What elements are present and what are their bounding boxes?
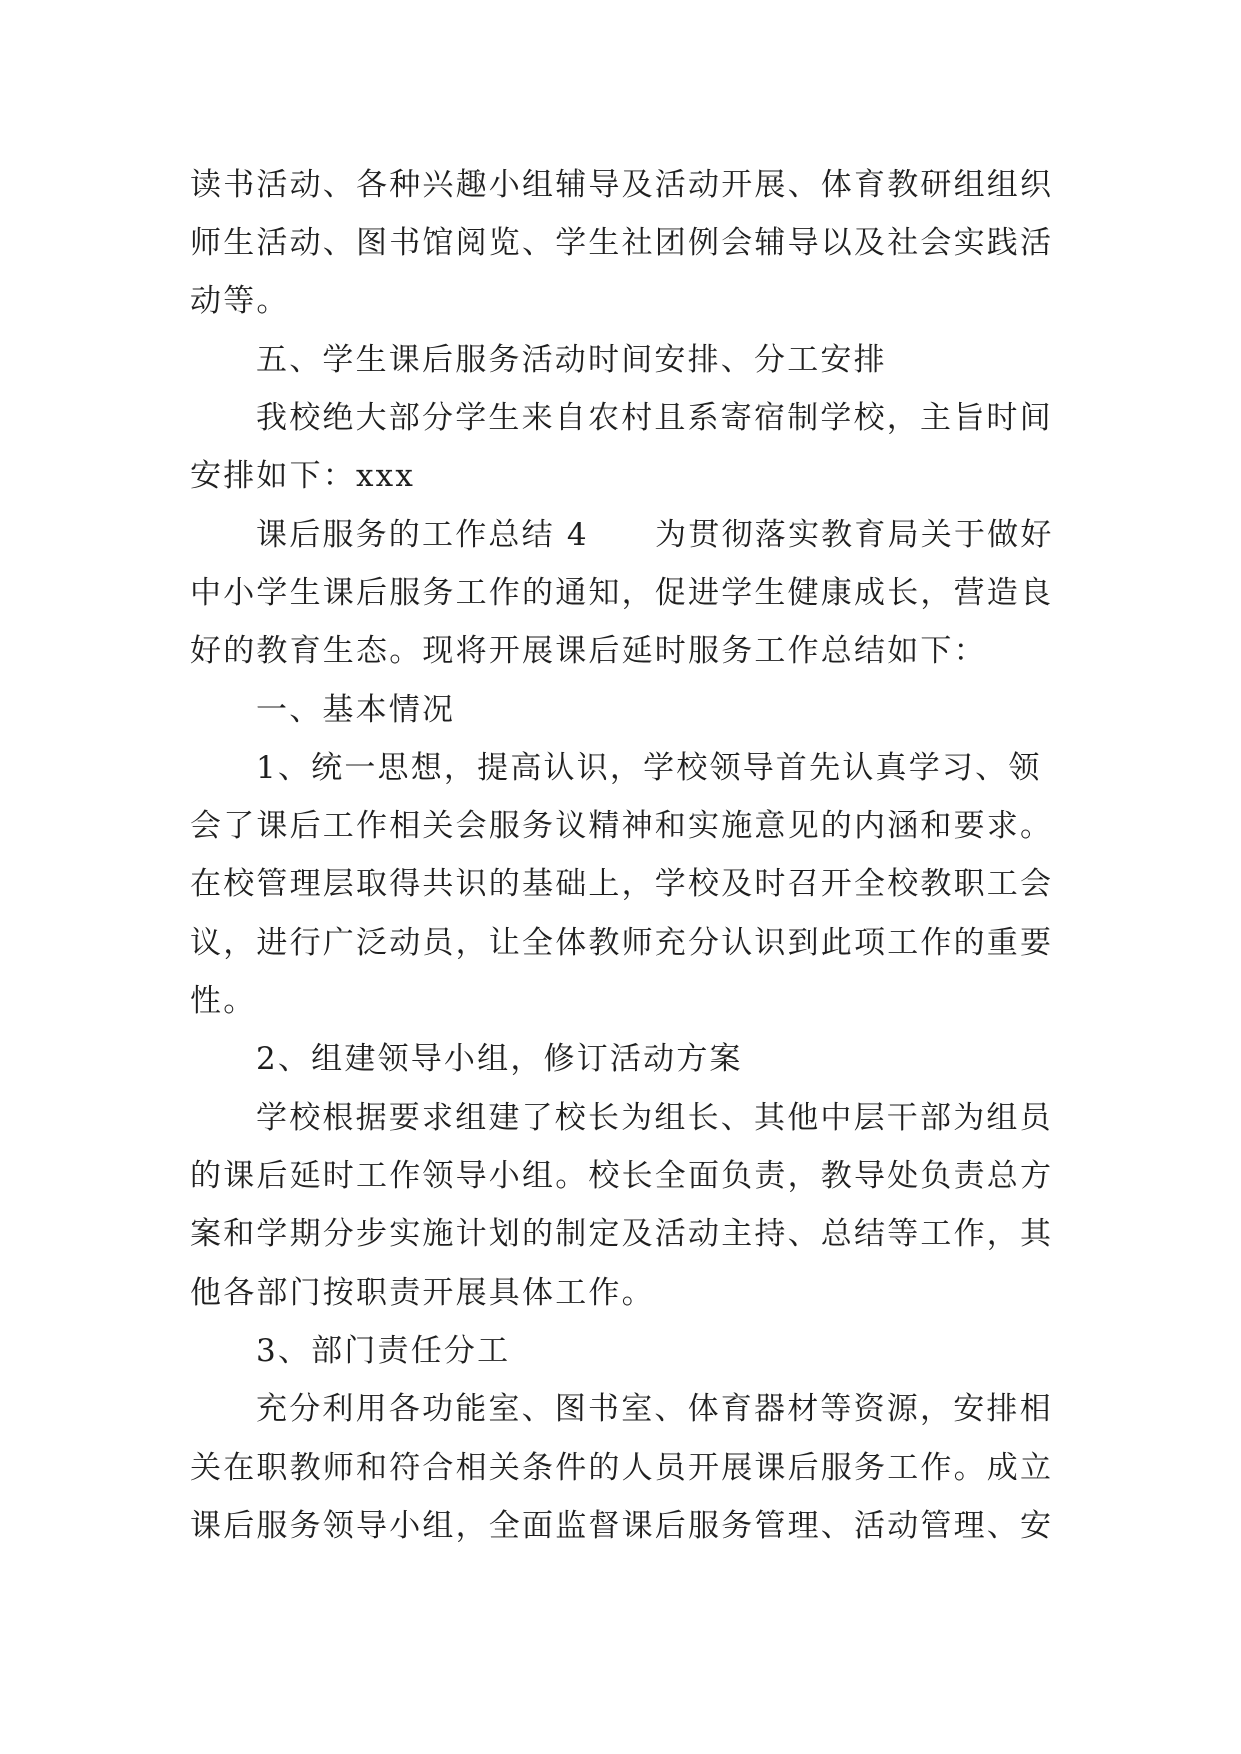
body-text-line: 课后服务领导小组，全面监督课后服务管理、活动管理、安 — [190, 1508, 1054, 1544]
body-text-line: 议，进行广泛动员，让全体教师充分认识到此项工作的重要 — [190, 925, 1054, 961]
body-text-line: 在校管理层取得共识的基础上，学校及时召开全校教职工会 — [190, 866, 1054, 902]
body-text-line: 读书活动、各种兴趣小组辅导及活动开展、体育教研组组织 — [190, 167, 1054, 203]
paragraph-first-line: 学校根据要求组建了校长为组长、其他中层干部为组员 — [256, 1100, 1053, 1136]
body-text-line: 安排如下：xxx — [190, 458, 416, 494]
body-text-line: 会了课后工作相关会服务议精神和实施意见的内涵和要求。 — [190, 808, 1054, 844]
subsection-heading: 2、组建领导小组，修订活动方案 — [256, 1041, 743, 1077]
body-text-line: 师生活动、图书馆阅览、学生社团例会辅导以及社会实践活 — [190, 225, 1054, 261]
body-text-line: 动等。 — [190, 283, 290, 319]
section-heading: 一、基本情况 — [256, 692, 456, 728]
body-text-line: 他各部门按职责开展具体工作。 — [190, 1275, 655, 1311]
body-text-line: 性。 — [190, 983, 257, 1019]
section-heading: 五、学生课后服务活动时间安排、分工安排 — [256, 342, 887, 378]
article-title-line: 课后服务的工作总结 4 为贯彻落实教育局关于做好 — [256, 517, 1054, 553]
paragraph-first-line: 充分利用各功能室、图书室、体育器材等资源，安排相 — [256, 1391, 1053, 1427]
body-text-line: 案和学期分步实施计划的制定及活动主持、总结等工作，其 — [190, 1216, 1054, 1252]
body-text-line: 的课后延时工作领导小组。校长全面负责，教导处负责总方 — [190, 1158, 1054, 1194]
body-text-line: 关在职教师和符合相关条件的人员开展课后服务工作。成立 — [190, 1450, 1054, 1486]
paragraph-first-line: 1、统一思想，提高认识，学校领导首先认真学习、领 — [256, 750, 1042, 786]
body-text-line: 中小学生课后服务工作的通知，促进学生健康成长，营造良 — [190, 575, 1054, 611]
paragraph-first-line: 我校绝大部分学生来自农村且系寄宿制学校，主旨时间 — [256, 400, 1053, 436]
body-text-line: 好的教育生态。现将开展课后延时服务工作总结如下： — [190, 633, 987, 669]
subsection-heading: 3、部门责任分工 — [256, 1333, 511, 1369]
